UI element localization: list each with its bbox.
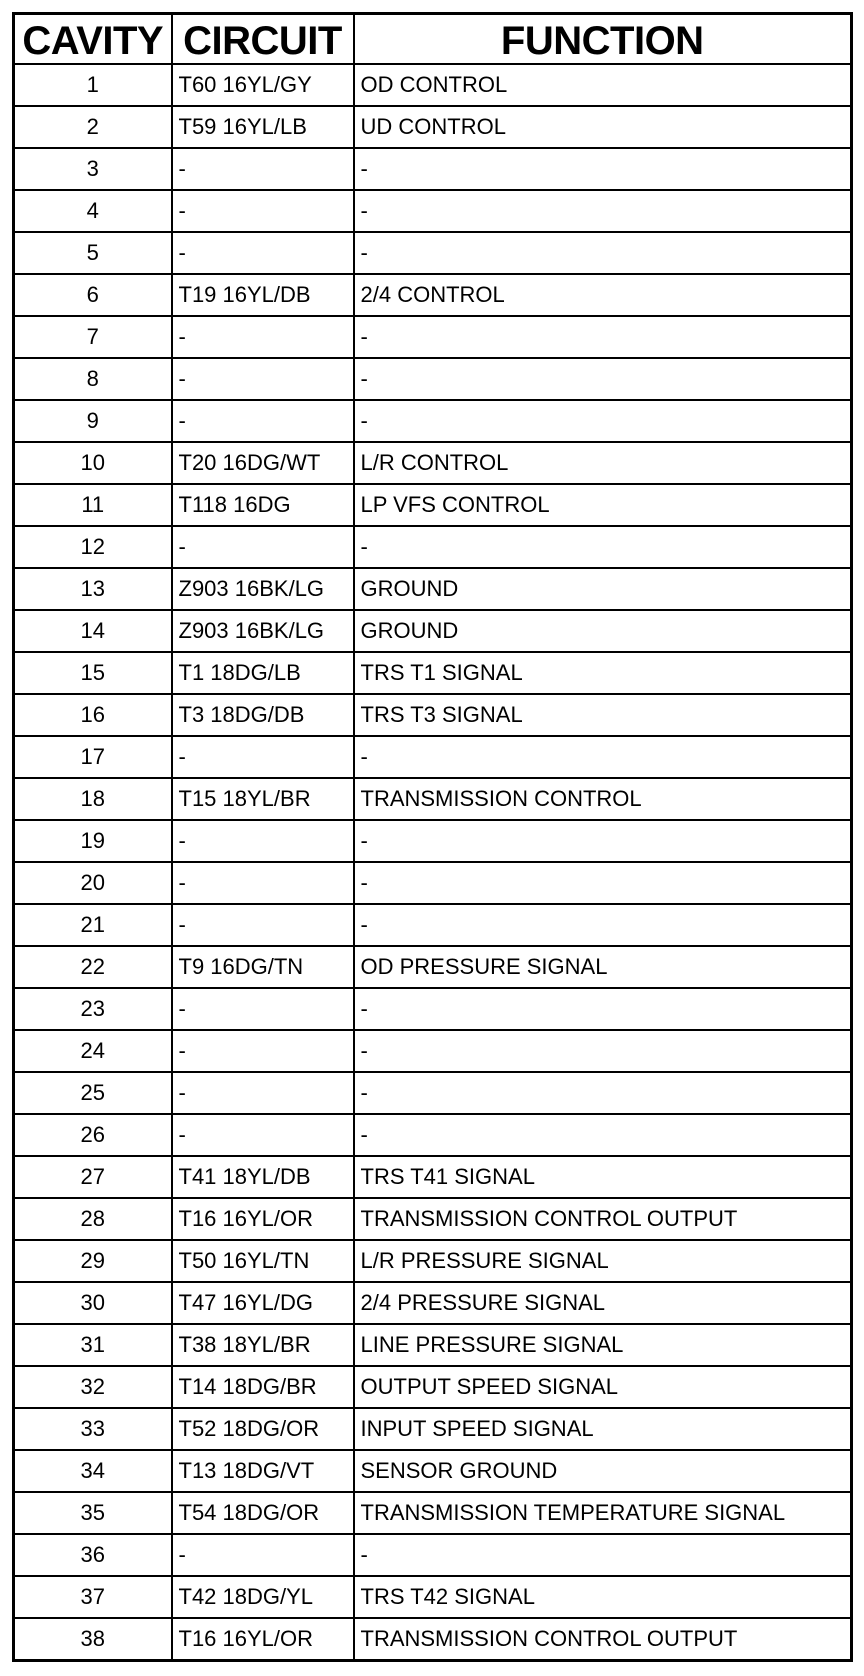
table-row (14, 904, 852, 946)
circuit-cell: T42 18DG/YL (172, 1576, 354, 1618)
circuit-cell: T38 18YL/BR (172, 1324, 354, 1366)
table-row (14, 568, 852, 610)
table-row (14, 190, 852, 232)
cavity-cell: 4 (14, 190, 172, 232)
table-row (14, 1534, 852, 1576)
circuit-cell: Z903 16BK/LG (172, 610, 354, 652)
table-row (14, 778, 852, 820)
table-row (14, 316, 852, 358)
table-row (14, 148, 852, 190)
cavity-cell: 12 (14, 526, 172, 568)
circuit-cell: T60 16YL/GY (172, 64, 354, 106)
table-row (14, 1114, 852, 1156)
cavity-cell: 23 (14, 988, 172, 1030)
circuit-cell: T52 18DG/OR (172, 1408, 354, 1450)
circuit-cell: T59 16YL/LB (172, 106, 354, 148)
circuit-cell: - (172, 358, 354, 400)
function-cell: OUTPUT SPEED SIGNAL (354, 1366, 852, 1408)
circuit-cell: - (172, 190, 354, 232)
circuit-cell: T50 16YL/TN (172, 1240, 354, 1282)
circuit-cell: T19 16YL/DB (172, 274, 354, 316)
function-cell: - (354, 358, 852, 400)
circuit-cell: T54 18DG/OR (172, 1492, 354, 1534)
circuit-cell: T15 18YL/BR (172, 778, 354, 820)
circuit-cell: T16 16YL/OR (172, 1198, 354, 1240)
connector-pinout-table-wrapper (12, 12, 850, 1662)
cavity-cell: 31 (14, 1324, 172, 1366)
cavity-cell: 9 (14, 400, 172, 442)
circuit-cell: - (172, 1030, 354, 1072)
table-row (14, 1366, 852, 1408)
cavity-cell: 26 (14, 1114, 172, 1156)
cavity-cell: 32 (14, 1366, 172, 1408)
table-row (14, 1576, 852, 1618)
cavity-cell: 16 (14, 694, 172, 736)
cavity-cell: 21 (14, 904, 172, 946)
table-row (14, 106, 852, 148)
function-cell: - (354, 820, 852, 862)
circuit-cell: - (172, 862, 354, 904)
table-row (14, 1240, 852, 1282)
table-row (14, 274, 852, 316)
cavity-cell: 7 (14, 316, 172, 358)
cavity-cell: 35 (14, 1492, 172, 1534)
cavity-cell: 34 (14, 1450, 172, 1492)
function-cell: OD PRESSURE SIGNAL (354, 946, 852, 988)
function-cell: - (354, 316, 852, 358)
cavity-cell: 28 (14, 1198, 172, 1240)
table-header (14, 14, 852, 65)
function-cell: - (354, 862, 852, 904)
circuit-cell: T3 18DG/DB (172, 694, 354, 736)
cavity-cell: 25 (14, 1072, 172, 1114)
function-cell: 2/4 PRESSURE SIGNAL (354, 1282, 852, 1324)
function-cell: SENSOR GROUND (354, 1450, 852, 1492)
header-row (14, 14, 852, 65)
cavity-cell: 14 (14, 610, 172, 652)
function-cell: TRS T42 SIGNAL (354, 1576, 852, 1618)
circuit-cell: T9 16DG/TN (172, 946, 354, 988)
table-body (14, 64, 852, 1661)
cavity-cell: 6 (14, 274, 172, 316)
cavity-cell: 8 (14, 358, 172, 400)
function-cell: - (354, 400, 852, 442)
cavity-cell: 27 (14, 1156, 172, 1198)
table-row (14, 1492, 852, 1534)
function-cell: TRS T41 SIGNAL (354, 1156, 852, 1198)
cavity-cell: 2 (14, 106, 172, 148)
header-function: FUNCTION (354, 14, 852, 65)
function-cell: - (354, 904, 852, 946)
function-cell: TRS T3 SIGNAL (354, 694, 852, 736)
circuit-cell: - (172, 526, 354, 568)
cavity-cell: 11 (14, 484, 172, 526)
cavity-cell: 15 (14, 652, 172, 694)
circuit-cell: - (172, 1114, 354, 1156)
circuit-cell: T14 18DG/BR (172, 1366, 354, 1408)
cavity-cell: 30 (14, 1282, 172, 1324)
function-cell: - (354, 148, 852, 190)
circuit-cell: - (172, 736, 354, 778)
cavity-cell: 37 (14, 1576, 172, 1618)
cavity-cell: 36 (14, 1534, 172, 1576)
circuit-cell: - (172, 1534, 354, 1576)
cavity-cell: 18 (14, 778, 172, 820)
function-cell: GROUND (354, 610, 852, 652)
table-row (14, 1450, 852, 1492)
function-cell: - (354, 736, 852, 778)
cavity-cell: 24 (14, 1030, 172, 1072)
circuit-cell: T118 16DG (172, 484, 354, 526)
function-cell: - (354, 1534, 852, 1576)
table-row (14, 694, 852, 736)
function-cell: UD CONTROL (354, 106, 852, 148)
table-row (14, 400, 852, 442)
function-cell: L/R PRESSURE SIGNAL (354, 1240, 852, 1282)
function-cell: - (354, 526, 852, 568)
cavity-cell: 17 (14, 736, 172, 778)
function-cell: TRANSMISSION CONTROL OUTPUT (354, 1198, 852, 1240)
table-row (14, 1072, 852, 1114)
table-row (14, 1324, 852, 1366)
circuit-cell: T13 18DG/VT (172, 1450, 354, 1492)
function-cell: TRANSMISSION CONTROL OUTPUT (354, 1618, 852, 1661)
table-row (14, 1282, 852, 1324)
circuit-cell: - (172, 1072, 354, 1114)
function-cell: TRANSMISSION CONTROL (354, 778, 852, 820)
circuit-cell: Z903 16BK/LG (172, 568, 354, 610)
function-cell: INPUT SPEED SIGNAL (354, 1408, 852, 1450)
header-circuit: CIRCUIT (172, 14, 354, 65)
cavity-cell: 19 (14, 820, 172, 862)
function-cell: - (354, 190, 852, 232)
table-row (14, 1030, 852, 1072)
circuit-cell: T20 16DG/WT (172, 442, 354, 484)
circuit-cell: - (172, 904, 354, 946)
table-row (14, 526, 852, 568)
function-cell: - (354, 988, 852, 1030)
table-row (14, 484, 852, 526)
cavity-cell: 10 (14, 442, 172, 484)
function-cell: LINE PRESSURE SIGNAL (354, 1324, 852, 1366)
cavity-cell: 5 (14, 232, 172, 274)
function-cell: OD CONTROL (354, 64, 852, 106)
table-row (14, 358, 852, 400)
cavity-cell: 33 (14, 1408, 172, 1450)
cavity-cell: 1 (14, 64, 172, 106)
circuit-cell: T47 16YL/DG (172, 1282, 354, 1324)
table-row (14, 820, 852, 862)
circuit-cell: - (172, 232, 354, 274)
function-cell: TRANSMISSION TEMPERATURE SIGNAL (354, 1492, 852, 1534)
cavity-cell: 3 (14, 148, 172, 190)
circuit-cell: - (172, 316, 354, 358)
function-cell: - (354, 1072, 852, 1114)
function-cell: L/R CONTROL (354, 442, 852, 484)
table-row (14, 946, 852, 988)
function-cell: 2/4 CONTROL (354, 274, 852, 316)
table-row (14, 64, 852, 106)
cavity-cell: 13 (14, 568, 172, 610)
table-row (14, 652, 852, 694)
function-cell: - (354, 1114, 852, 1156)
table-row (14, 1198, 852, 1240)
table-row (14, 736, 852, 778)
function-cell: GROUND (354, 568, 852, 610)
function-cell: LP VFS CONTROL (354, 484, 852, 526)
circuit-cell: - (172, 820, 354, 862)
circuit-cell: - (172, 148, 354, 190)
function-cell: - (354, 232, 852, 274)
table-row (14, 988, 852, 1030)
table-row (14, 610, 852, 652)
cavity-cell: 20 (14, 862, 172, 904)
circuit-cell: - (172, 400, 354, 442)
table-row (14, 1618, 852, 1661)
table-row (14, 862, 852, 904)
header-cavity: CAVITY (14, 14, 172, 65)
circuit-cell: T1 18DG/LB (172, 652, 354, 694)
table-row (14, 1408, 852, 1450)
function-cell: - (354, 1030, 852, 1072)
circuit-cell: T16 16YL/OR (172, 1618, 354, 1661)
circuit-cell: - (172, 988, 354, 1030)
table-row (14, 1156, 852, 1198)
table-row (14, 232, 852, 274)
table-row (14, 442, 852, 484)
connector-pinout-table (12, 12, 853, 1662)
cavity-cell: 22 (14, 946, 172, 988)
circuit-cell: T41 18YL/DB (172, 1156, 354, 1198)
function-cell: TRS T1 SIGNAL (354, 652, 852, 694)
cavity-cell: 38 (14, 1618, 172, 1661)
cavity-cell: 29 (14, 1240, 172, 1282)
